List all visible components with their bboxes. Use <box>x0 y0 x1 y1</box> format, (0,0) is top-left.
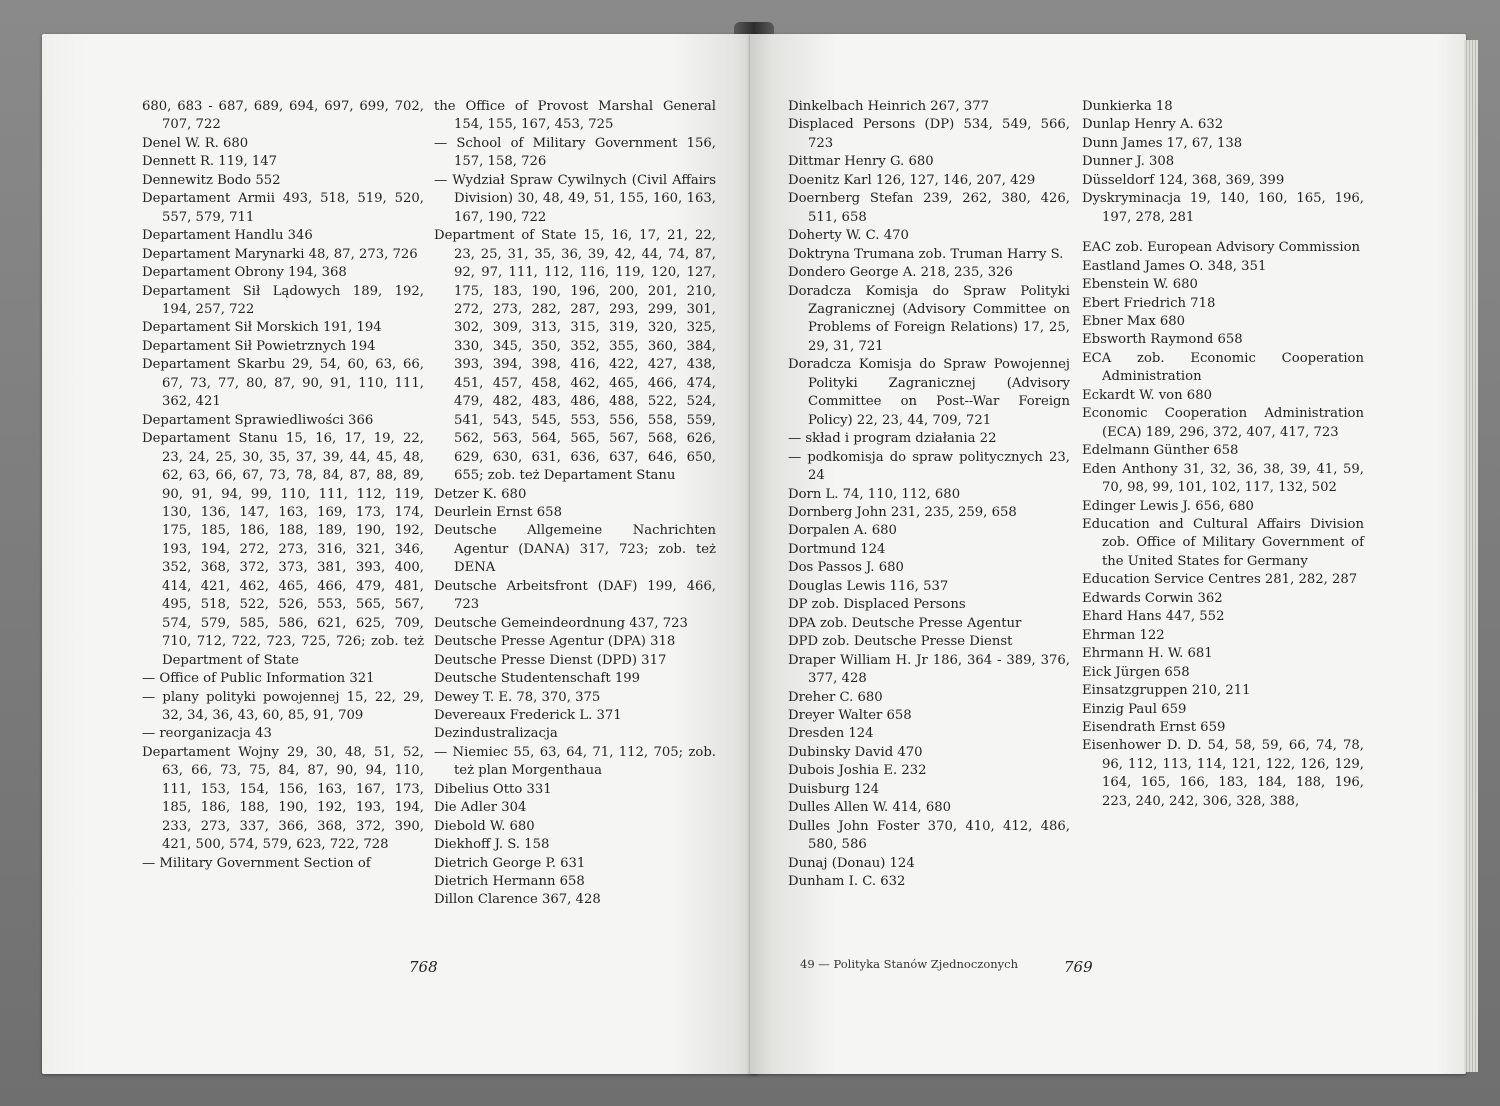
index-entry: Education Service Centres 281, 282, 287 <box>1082 572 1358 588</box>
index-entry: 680, 683 - 687, 689, 694, 697, 699, 702, 707, 722 <box>142 99 424 133</box>
index-entry: DPA zob. Deutsche Presse Agentur <box>788 615 1022 631</box>
right-page-column-2 <box>1082 98 1364 811</box>
index-entry: — Office of Public Information 321 <box>142 671 375 687</box>
index-entry: Dunlap Henry A. 632 <box>1082 117 1224 133</box>
index-entry: Dietrich Hermann 658 <box>434 874 585 890</box>
index-entry: Edelmann Günther 658 <box>1082 443 1239 459</box>
index-entry: Dubois Joshia E. 232 <box>788 763 927 779</box>
index-entry: Doenitz Karl 126, 127, 146, 207, 429 <box>788 172 1036 188</box>
index-entry: the Office of Provost Marshal General 154, 155, 167, 453, 725 <box>434 99 716 133</box>
index-entry: Dunaj (Donau) 124 <box>788 855 915 871</box>
index-entry: Dennewitz Bodo 552 <box>142 172 281 188</box>
index-entry: Dennett R. 119, 147 <box>142 154 277 170</box>
index-entry: Eckardt W. von 680 <box>1082 387 1212 403</box>
index-entry: Diebold W. 680 <box>434 818 535 834</box>
index-entry: Ebsworth Raymond 658 <box>1082 332 1243 348</box>
index-entry: Eastland James O. 348, 351 <box>1082 258 1267 274</box>
index-entry: Dinkelbach Heinrich 267, 377 <box>788 99 990 114</box>
index-entry: Dorpalen A. 680 <box>788 523 897 539</box>
index-entry: Diekhoff J. S. 158 <box>434 837 550 853</box>
index-entry: Deutsche Studentenschaft 199 <box>434 671 641 687</box>
index-entry: Departament Sił Lądowych 189, 192, 194, 257, 722 <box>142 283 424 317</box>
index-entry: Dreyer Walter 658 <box>788 707 912 723</box>
index-entry: Doherty W. C. 470 <box>788 228 909 244</box>
index-entry: — School of Military Government 156, 157, 158, 726 <box>434 135 716 170</box>
left-page-column-1 <box>142 98 424 873</box>
index-entry: Dietrich George P. 631 <box>434 855 586 871</box>
left-page-number: 768 <box>409 958 438 976</box>
index-entry: Dibelius Otto 331 <box>434 781 552 797</box>
index-entry: Displaced Persons (DP) 534, 549, 566, 723 <box>788 117 1070 151</box>
left-page-column-2 <box>434 98 716 910</box>
index-entry: Edinger Lewis J. 656, 680 <box>1082 498 1254 514</box>
index-entry: Doradcza Komisja do Spraw Powojennej Polityki Zagranicznej (Advisory Committee on Post--War Foreign Policy) 22, 23, 44, 709, 721 <box>788 357 1070 428</box>
index-entry: Douglas Lewis 116, 537 <box>788 578 949 594</box>
index-entry: Dresden 124 <box>788 726 874 742</box>
index-entry: Education and Cultural Affairs Division zob. Office of Military Government of the United States for Germany <box>1082 516 1364 569</box>
index-entry: Deutsche Allgemeine Nachrichten Agentur (DANA) 317, 723; zob. też DENA <box>434 523 716 576</box>
index-entry: Departament Skarbu 29, 54, 60, 63, 66, 67, 73, 77, 80, 87, 90, 91, 110, 111, 362, 421 <box>142 357 424 410</box>
index-entry: Dondero George A. 218, 235, 326 <box>788 265 1013 281</box>
index-entry: DPD zob. Deutsche Presse Dienst <box>788 634 1013 650</box>
index-entry: ECA zob. Economic Cooperation Administration <box>1082 350 1364 385</box>
index-entry: Dorn L. 74, 110, 112, 680 <box>788 486 961 502</box>
index-entry: — reorganizacja 43 <box>142 726 272 742</box>
index-entry: — plany polityki powojennej 15, 22, 29, 32, 34, 36, 43, 60, 85, 91, 709 <box>142 689 424 723</box>
index-entry: Einzig Paul 659 <box>1082 701 1187 717</box>
index-entry: Detzer K. 680 <box>434 486 527 502</box>
index-entry: Departament Wojny 29, 30, 48, 51, 52, 63, 66, 73, 75, 84, 87, 90, 94, 110, 111, 153, 154, 156, 163, 167, 173, 185, 186, 188, 190, 192, 193, 194, 233, 273, 337, 366, 368, 372, 390, 421, 500, 574, 579, 623, 722, 728 <box>142 744 424 853</box>
page-footer-signature: 49 — Polityka Stanów Zjednoczonych <box>800 957 1019 971</box>
index-entry: Denel W. R. 680 <box>142 135 249 151</box>
index-entry: Dunham I. C. 632 <box>788 874 906 890</box>
index-entry: Dillon Clarence 367, 428 <box>434 892 601 908</box>
index-entry: Departament Handlu 346 <box>142 228 313 244</box>
index-entry: Department of State 15, 16, 17, 21, 22, 23, 25, 31, 35, 36, 39, 42, 44, 74, 87, 92, 97, 111, 112, 116, 119, 120, 127, 175, 183, 190, 196, 200, 201, 210, 272, 273, 282, 287, 293, 299, 301, 302, 309, 313, 315, 319, 320, 325, 330, 345, 350, 352, 355, 360, 384, 393, 394, 398, 416, 422, 427, 438, 451, 457, 458, 462, 465, 466, 474, 479, 482, 483, 486, 488, 522, 524, 541, 543, 545, 553, 556, 558, 559, 562, 563, 564, 565, 567, 568, 626, 629, 630, 631, 636, 637, 646, 650, 655; zob. też Departament Stanu <box>434 228 716 484</box>
index-entry: Deutsche Presse Agentur (DPA) 318 <box>434 634 676 650</box>
index-entry: Einsatzgruppen 210, 211 <box>1082 683 1251 699</box>
index-entry: DP zob. Displaced Persons <box>788 597 966 613</box>
index-entry: Departament Stanu 15, 16, 17, 19, 22, 23, 24, 25, 30, 35, 37, 39, 44, 45, 48, 62, 63, 66, 67, 73, 78, 84, 87, 88, 89, 90, 91, 94, 99, 110, 111, 112, 119, 130, 136, 147, 163, 169, 173, 174, 175, 185, 186, 188, 189, 190, 192, 193, 194, 272, 273, 316, 321, 346, 352, 368, 372, 373, 381, 393, 400, 414, 421, 462, 465, 466, 479, 481, 495, 518, 522, 526, 553, 565, 567, 574, 579, 585, 586, 621, 625, 709, 710, 712, 722, 723, 725, 726; zob. też Department of State <box>142 431 424 668</box>
index-entry: Dittmar Henry G. 680 <box>788 154 934 170</box>
index-entry: EAC zob. European Advisory Commission <box>1082 240 1361 256</box>
index-entry: Draper William H. Jr 186, 364 - 389, 376, 377, 428 <box>788 652 1070 687</box>
index-entry: Deutsche Presse Dienst (DPD) 317 <box>434 652 667 668</box>
index-entry: Dreher C. 680 <box>788 689 883 705</box>
index-entry: Edwards Corwin 362 <box>1082 590 1223 606</box>
index-entry: Deutsche Arbeitsfront (DAF) 199, 466, 723 <box>434 578 716 613</box>
index-entry: Dos Passos J. 680 <box>788 560 904 576</box>
index-entry: Düsseldorf 124, 368, 369, 399 <box>1082 172 1285 188</box>
index-entry: — Niemiec 55, 63, 64, 71, 112, 705; zob. też plan Morgenthaua <box>434 744 716 779</box>
index-entry: Ehard Hans 447, 552 <box>1082 609 1225 625</box>
index-entry: Eick Jürgen 658 <box>1082 664 1190 680</box>
index-entry: — Military Government Section of <box>142 855 371 871</box>
index-entry: Ebert Friedrich 718 <box>1082 295 1216 311</box>
index-entry: Dubinsky David 470 <box>788 744 923 760</box>
index-entry: Dulles John Foster 370, 410, 412, 486, 580, 586 <box>788 818 1070 853</box>
index-entry: Ebenstein W. 680 <box>1082 277 1198 293</box>
index-entry: Die Adler 304 <box>434 800 527 816</box>
index-entry: Dunn James 17, 67, 138 <box>1082 135 1243 151</box>
index-entry: — podkomisja do spraw politycznych 23, 24 <box>788 449 1070 484</box>
index-entry: Dulles Allen W. 414, 680 <box>788 800 952 816</box>
index-entry: Dunkierka 18 <box>1082 99 1173 114</box>
index-entry: Duisburg 124 <box>788 781 880 797</box>
index-entry: Deutsche Gemeindeordnung 437, 723 <box>434 615 688 631</box>
index-entry: Ebner Max 680 <box>1082 313 1186 329</box>
right-page-column-1 <box>788 98 1070 891</box>
index-entry: — skład i program działania 22 <box>788 431 997 447</box>
index-entry: Dyskryminacja 19, 140, 160, 165, 196, 197, 278, 281 <box>1082 191 1364 225</box>
index-entry: Ehrman 122 <box>1082 627 1165 643</box>
index-entry: Eisendrath Ernst 659 <box>1082 719 1226 735</box>
index-entry: Departament Armii 493, 518, 519, 520, 557, 579, 711 <box>142 191 424 225</box>
index-entry: Dezindustralizacja <box>434 726 558 742</box>
index-entry: Dewey T. E. 78, 370, 375 <box>434 689 601 705</box>
index-entry: Ehrmann H. W. 681 <box>1082 646 1213 662</box>
index-entry: Deurlein Ernst 658 <box>434 504 562 520</box>
index-entry: — Wydział Spraw Cywilnych (Civil Affairs Division) 30, 48, 49, 51, 155, 160, 163, 167, 190, 722 <box>434 172 716 225</box>
index-entry: Doradcza Komisja do Spraw Polityki Zagranicznej (Advisory Committee on Problems of Foreign Relations) 17, 25, 29, 31, 721 <box>788 283 1070 354</box>
page-edges <box>1464 40 1478 1072</box>
index-entry: Dornberg John 231, 235, 259, 658 <box>788 504 1017 520</box>
index-entry: Departament Marynarki 48, 87, 273, 726 <box>142 246 418 262</box>
index-entry: Departament Sił Morskich 191, 194 <box>142 320 382 336</box>
index-entry: Departament Sił Powietrznych 194 <box>142 338 376 354</box>
index-entry: Doernberg Stefan 239, 262, 380, 426, 511, 658 <box>788 191 1070 225</box>
index-entry: Dortmund 124 <box>788 541 886 557</box>
index-entry: Eisenhower D. D. 54, 58, 59, 66, 74, 78, 96, 112, 113, 114, 121, 122, 126, 129, 164, 165, 166, 183, 184, 188, 196, 223, 240, 242, 306, 328, 388, <box>1082 738 1364 809</box>
index-entry: Departament Sprawiedliwości 366 <box>142 412 374 428</box>
index-entry: Departament Obrony 194, 368 <box>142 265 347 281</box>
index-entry: Devereaux Frederick L. 371 <box>434 707 622 723</box>
right-page-number: 769 <box>1064 958 1093 976</box>
index-entry: Doktryna Trumana zob. Truman Harry S. <box>788 246 1064 262</box>
index-entry: Economic Cooperation Administration (ECA) 189, 296, 372, 407, 417, 723 <box>1082 406 1364 440</box>
index-entry: Eden Anthony 31, 32, 36, 38, 39, 41, 59, 70, 98, 99, 101, 102, 117, 132, 502 <box>1082 461 1364 496</box>
index-entry: Dunner J. 308 <box>1082 154 1175 170</box>
